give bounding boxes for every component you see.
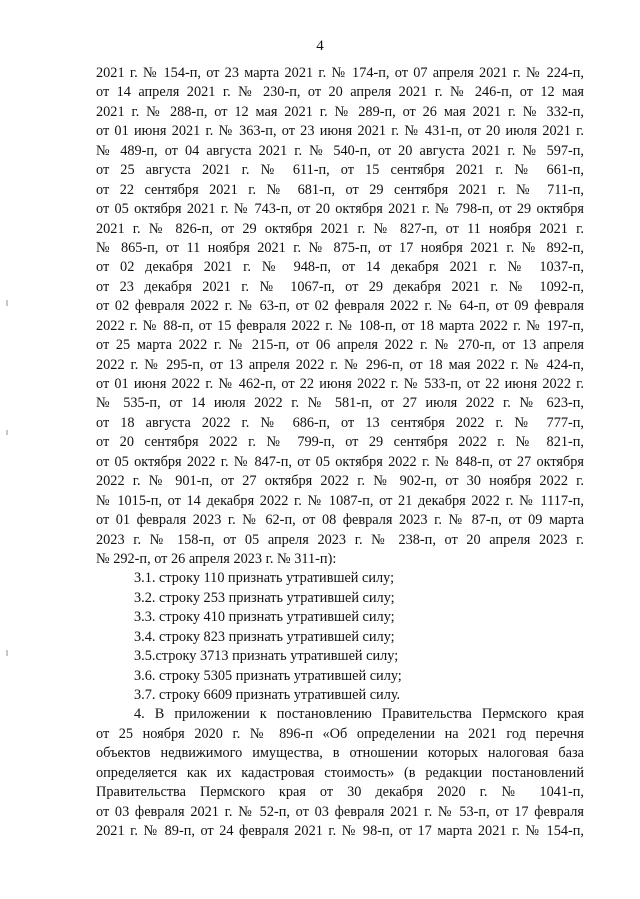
text-line: 2021 г. № 89-п, от 24 февраля 2021 г. № 98-п, от 17 марта 2021 г. № 154-п, [96,823,584,840]
text-line: от 22 сентября 2021 г. № 681-п, от 29 сентября 2021 г. № 711-п, [96,181,584,198]
scan-edge-mark [6,300,8,306]
text-line: 2021 г. № 154-п, от 23 марта 2021 г. № 174-п, от 07 апреля 2021 г. № 224-п, [96,65,584,81]
text-line: от 25 августа 2021 г. № 611-п, от 15 сентября 2021 г. № 661-п, [96,162,584,179]
text-line: от 01 июня 2022 г. № 462-п, от 22 июня 2022 г. № 533-п, от 22 июня 2022 г. [96,376,584,392]
list-item: 3.4. строку 823 признать утратившей силу; [134,628,395,645]
paragraph-amendments-list [96,64,584,569]
document-body [96,64,584,842]
text-line: № 292-п, от 26 апреля 2023 г. № 311-п): [96,550,337,567]
text-line: 2023 г. № 158-п, от 05 апреля 2023 г. № 238-п, от 20 апреля 2023 г. [96,531,584,548]
text-line: 2021 г. № 826-п, от 29 октября 2021 г. № 827-п, от 11 ноября 2021 г. [96,220,584,237]
text-line: от 20 сентября 2022 г. № 799-п, от 29 сентября 2022 г. № 821-п, [96,434,584,451]
text-line: от 02 февраля 2022 г. № 63-п, от 02 февраля 2022 г. № 64-п, от 09 февраля [96,298,584,315]
list-item: 3.7. строку 6609 признать утратившей силу. [134,687,401,703]
text-line: № 1015-п, от 14 декабря 2022 г. № 1087-п, от 21 декабря 2022 г. № 1117-п, [96,492,584,509]
text-line: 2021 г. № 288-п, от 12 мая 2021 г. № 289-п, от 26 мая 2021 г. № 332-п, [96,103,584,120]
list-item: 3.1. строку 110 признать утратившей силу; [134,570,395,587]
items-list [96,569,584,705]
list-item: 3.6. строку 5305 признать утратившей силу; [134,667,402,684]
text-line: от 01 июня 2021 г. № 363-п, от 23 июня 2021 г. № 431-п, от 20 июля 2021 г. [96,123,584,140]
text-line: № 865-п, от 11 ноября 2021 г. № 875-п, от 17 ноября 2021 г. № 892-п, [96,239,584,256]
text-line: № 489-п, от 04 августа 2021 г. № 540-п, от 20 августа 2021 г. № 597-п, [96,142,584,159]
text-line: от 25 ноября 2020 г. № 896-п «Об определении на 2021 год перечня [96,725,584,742]
text-line: от 03 февраля 2021 г. № 52-п, от 03 февраля 2021 г. № 53-п, от 17 февраля [96,803,584,820]
text-line: от 25 марта 2022 г. № 215-п, от 06 апреля 2022 г. № 270-п, от 13 апреля [96,337,584,354]
text-line: от 14 апреля 2021 г. № 230-п, от 20 апреля 2021 г. № 246-п, от 12 мая [96,84,584,101]
text-line: 2022 г. № 295-п, от 13 апреля 2022 г. № 296-п, от 18 мая 2022 г. № 424-п, [96,356,584,373]
text-line: от 01 февраля 2023 г. № 62-п, от 08 февраля 2023 г. № 87-п, от 09 марта [96,512,584,529]
list-item: 3.5.строку 3713 признать утратившей силу; [134,648,399,665]
text-line: № 535-п, от 14 июля 2022 г. № 581-п, от 27 июля 2022 г. № 623-п, [96,395,584,412]
text-line: объектов недвижимого имущества, в отношении которых налоговая база [96,745,584,762]
text-line: 2022 г. № 88-п, от 15 февраля 2022 г. № 108-п, от 18 марта 2022 г. № 197-п, [96,317,584,334]
text-line: 4. В приложении к постановлению Правительства Пермского края [134,706,584,723]
page-number: 4 [316,38,324,54]
text-line: от 05 октября 2022 г. № 847-п, от 05 октября 2022 г. № 848-п, от 27 октября [96,453,584,470]
list-item: 3.3. строку 410 признать утратившей силу; [134,609,395,626]
text-line: 2022 г. № 901-п, от 27 октября 2022 г. № 902-п, от 30 ноября 2022 г. [96,473,584,490]
paragraph-4 [96,705,584,841]
text-line: от 02 декабря 2021 г. № 948-п, от 14 декабря 2021 г. № 1037-п, [96,259,584,276]
text-line: от 05 октября 2021 г. № 743-п, от 20 октября 2021 г. № 798-п, от 29 октября [96,201,584,218]
text-line: от 23 декабря 2021 г. № 1067-п, от 29 декабря 2021 г. № 1092-п, [96,278,584,295]
text-line: определяется как их кадастровая стоимость» (в редакции постановлений [96,764,584,781]
text-line: Правительства Пермского края от 30 декабря 2020 г. № 1041-п, [96,784,584,801]
scan-edge-mark [6,430,8,435]
text-line: от 18 августа 2022 г. № 686-п, от 13 сентября 2022 г. № 777-п, [96,414,584,431]
scan-edge-mark [6,650,8,656]
list-item: 3.2. строку 253 признать утратившей силу; [134,589,395,606]
